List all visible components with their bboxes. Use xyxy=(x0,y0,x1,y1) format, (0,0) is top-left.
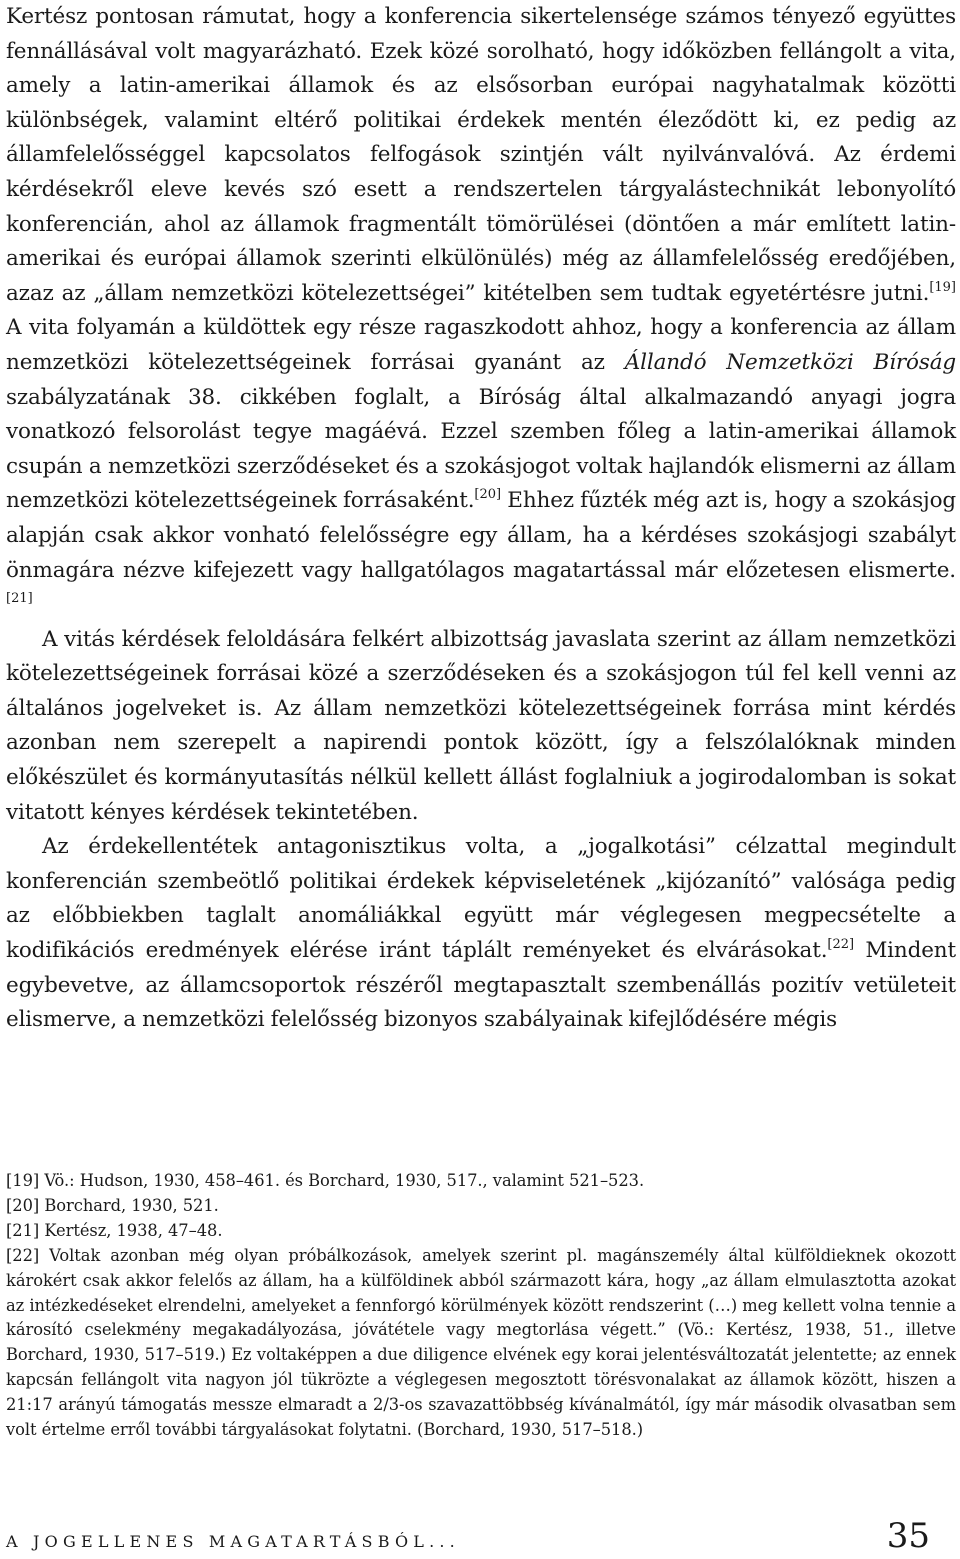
footnote-22: [22] Voltak azonban még olyan próbálkozások, amelyek szerint pl. magánszemély által külföldieknek okozott károkért csak akkor felelős az állam, ha a külföldinek abból származott kára, hogy „az állam elmulasztotta azokat az intézkedéseket elrendelni, amelyeket a fennforgó körülmények között rendszerint (…) meg kellett volna tennie a károsító cselekmény megakadályozása, jóvátétele vagy megtorlása végett.” (Vö.: Kertész, 1938, 51., illetve Borchard, 1930, 517–519.) Ez voltaképpen a due diligence elvének egy korai jelentésváltozatát jelentette; az ennek kapcsán fellángolt vita nagyon jól tükrözte a véglegesen megosztott törésvonalakat az államok között, hiszen a 21:17 arányú támogatás messze elmaradt a 2/3-os szavazattöbbség kívánalmától, így már második olvasatban sem volt értelme erről további tárgyalásokat folytatni. (Borchard, 1930, 517–518.) xyxy=(6,1245,956,1440)
page-number: 35 xyxy=(886,1516,930,1556)
text-run: szabályzatának 38. cikkében foglalt, a Bíróság által alkalmazandó anyagi jogra vonatkozó felsorolást tegye magáévá. Ezzel szemben főleg a latin-amerikai államok csupán a nemzetközi szerződéseket és a szokásjogot voltak hajlandók elismerni az állam nemzetközi kötelezettségeinek forrásaként. xyxy=(6,384,956,514)
footnote-20: [20] Borchard, 1930, 521. xyxy=(6,1195,219,1215)
text-run: Az érdekellentétek antagonisztikus volta, a „jogalkotási” célzattal megindult konferencián szembeötlő politikai érdekek képviseletének „kijózanító” valósága pedig az előbbiekben taglalt anomáliákkal együtt már véglegesen megpecsételte a kodifikációs eredmények elérése iránt táplált reményeket és elvárásokat. xyxy=(6,834,956,964)
paragraph: A vitás kérdések feloldására felkért albizottság javaslata szerint az állam nemzetközi kötelezettségeinek forrásai közé a szerződéseken és a szokásjogon túl fel kell venni az általános jogelveket is. Az állam nemzetközi kötelezettségeinek forrása mint kérdés azonban nem szerepelt a napirendi pontok között, így a felszólalóknak minden előkészület és kormányutasítás nélkül kellett állást foglalniuk a jogirodalomban is sokat vitatott kényes kérdések tekintetében. xyxy=(6,626,956,825)
paragraph xyxy=(6,830,956,1038)
footnote-19: [19] Vö.: Hudson, 1930, 458–461. és Borchard, 1930, 517., valamint 521–523. xyxy=(6,1171,645,1190)
footnote-21: [21] Kertész, 1938, 47–48. xyxy=(6,1220,223,1240)
footnote-ref-22[interactable]: [22] xyxy=(827,937,855,953)
text-run: Mindent egybevetve, az államcsoportok részéről megtapasztalt szembenállás pozitív vetületeit elismerve, a nemzetközi felelősség bizonyos szabályainak kifejlődésére mégis xyxy=(6,938,956,1033)
footnote-ref-20[interactable]: [20] xyxy=(474,487,502,503)
court-name-italic: Állandó Nemzetközi Bíróság xyxy=(624,349,956,375)
running-head: A JOGELLENES MAGATARTÁSBÓL... xyxy=(6,1532,460,1551)
text-run: Kertész pontosan rámutat, hogy a konferencia sikertelensége számos tényező együttes fennállásával volt magyarázható. Ezek közé sorolható, hogy időközben fellángolt a vita, amely a latin-amerikai államok és az elsősorban európai nagyhatalmak közötti különbségek, valamint eltérő politikai érdekek mentén éleződött ki, ez pedig az államfelelősséggel kapcsolatos felfogások szintjén vált nyilvánvalóvá. Az érdemi kérdésekről eleve kevés szó esett a rendszertelen tárgyalástechnikát lebonyolító konferencián, ahol az államok fragmentált tömörülései (döntően a már említett latin-amerikai és európai államok szerinti elkülönülés) még az államfelelősség eredőjében, azaz az „állam nemzetközi kötelezettségei” kitételben sem tudtak egyetértésre jutni. xyxy=(6,4,956,306)
footnote-ref-21[interactable]: [21] xyxy=(6,591,33,607)
body-text xyxy=(6,0,956,1038)
text-run: A vita folyamán a küldöttek egy része ragaszkodott ahhoz, hogy a konferencia az állam nemzetközi kötelezettségeinek forrásai gyanánt az xyxy=(6,315,956,375)
paragraph xyxy=(6,0,956,623)
text-run: Ehhez fűzték még azt is, hogy a szokásjog alapján csak akkor vonható felelősségre egy állam, ha a kérdéses szokásjogi szabályt önmagára nézve kifejezett vagy hallgatólagos magatartással már előzetesen elismerte. xyxy=(6,488,956,583)
footnote-ref-19[interactable]: [19] xyxy=(929,279,956,295)
footnotes xyxy=(6,1169,956,1443)
